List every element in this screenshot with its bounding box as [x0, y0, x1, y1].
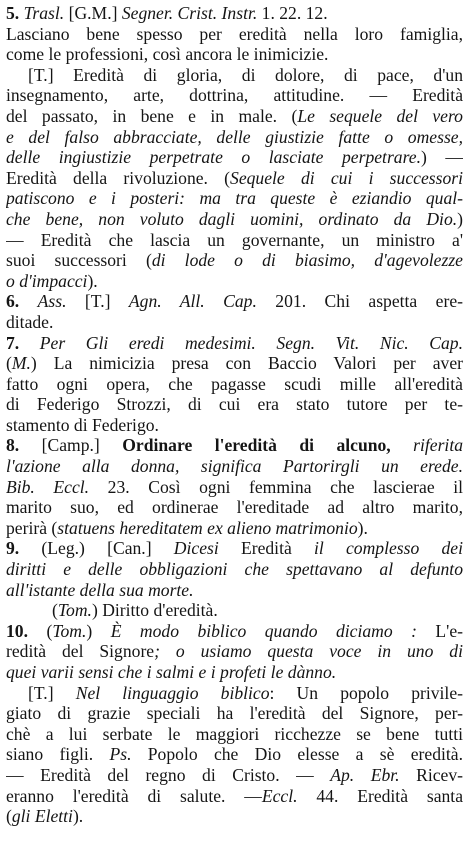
text-segment: ( [52, 600, 58, 621]
text-segment: di lode o di biasimo, d'agevolezze [151, 250, 463, 271]
text-segment: — Eredità che lascia un governante, un ministro a' [6, 229, 463, 250]
text-line [6, 683, 463, 704]
text-line [6, 477, 463, 498]
text-segment: [Camp.] [41, 435, 123, 456]
text-line [6, 621, 463, 642]
text-segment: che bene, non voluto dagli uomini, ordinato da Dio. [6, 208, 458, 229]
text-line [6, 518, 463, 539]
text-segment: (Leg.) [Can.] [41, 538, 174, 559]
text-line [6, 106, 463, 127]
text-line [6, 662, 463, 683]
text-segment: 5. [6, 3, 24, 23]
text-segment: chè a lui serbate le maggiori ricchezze se bene tutti [6, 723, 463, 744]
text-line [6, 374, 463, 395]
text-segment: 1. 22. 12. [257, 3, 328, 23]
text-segment: [T.] [28, 682, 76, 703]
text-segment: 6. [6, 291, 38, 312]
text-segment: e del falso abbracciate, delle giustizie fatte o omesse, [6, 126, 463, 147]
text-line [6, 65, 463, 86]
text-line [6, 188, 463, 209]
text-line [6, 786, 463, 807]
text-segment: Ricev- [399, 764, 463, 785]
text-line [6, 168, 463, 189]
text-line [6, 353, 463, 374]
text-segment: insegnamento, arte, dottrina, attitudine. — Eredità [6, 85, 463, 106]
text-segment: redità del Signore [6, 641, 155, 662]
text-line [6, 559, 463, 580]
text-line [6, 291, 463, 312]
text-segment: l'azione alla donna, significa Partorirgli un erede. [6, 456, 463, 477]
text-segment: ) La nimicizia presa con Baccio Valori per aver [30, 353, 463, 374]
text-segment: Eccl. [261, 785, 298, 806]
text-segment: Popolo che Dio elesse a sè eredità. [131, 744, 463, 765]
text-line [6, 250, 463, 271]
text-segment: o d'impacci [6, 270, 88, 291]
text-line [6, 230, 463, 251]
text-segment: [T.] [66, 291, 129, 312]
text-line [6, 271, 463, 292]
text-line [6, 580, 463, 601]
text-segment: fatto ogni opera, che pagasse scudi mille all'eredità [6, 373, 463, 394]
text-segment: 10. [6, 620, 47, 641]
text-segment: ) Diritto d'eredità. [91, 600, 218, 621]
text-line [6, 456, 463, 477]
text-segment: ( [46, 620, 53, 641]
text-segment: Tom. [52, 620, 87, 641]
text-segment: gli Eletti [11, 806, 73, 827]
text-line [6, 724, 463, 745]
text-segment: giato di grazie speciali ha l'eredità del Signore, per- [6, 703, 463, 724]
text-segment: ( [6, 353, 12, 374]
text-line [6, 806, 463, 827]
text-segment: Ps. [109, 744, 132, 765]
text-segment: Ap. Ebr. [330, 764, 400, 785]
text-segment: del passato, in bene e in male. ( [6, 105, 298, 126]
text-segment: ) [86, 620, 111, 641]
text-line [6, 538, 463, 559]
text-line [6, 85, 463, 106]
text-segment: Eredità della rivoluzione. ( [6, 167, 231, 188]
text-segment: Le sequele del vero [297, 105, 463, 126]
text-segment: Eredità [218, 538, 314, 559]
text-segment: ditade. [6, 311, 54, 332]
text-segment: Nel linguaggio biblico [75, 682, 270, 703]
text-segment: Per Gli eredi medesimi. Segn. Vit. Nic. Cap. [39, 332, 463, 353]
text-segment: [T.] Eredità di gloria, di dolore, di pace, d'un [28, 64, 463, 85]
text-line [6, 641, 463, 662]
text-line [6, 312, 463, 333]
text-segment: il complesso dei [314, 538, 463, 559]
text-segment: quei varii sensi che i salmi e i profeti le dànno. [6, 662, 337, 682]
text-segment: statuens hereditatem ex alieno matrimonio [57, 517, 358, 538]
text-segment: È modo biblico quando diciamo : [110, 620, 417, 641]
text-line [6, 415, 463, 436]
text-segment: Sequele di cui i successori [230, 167, 463, 188]
text-segment: delle ingiustizie perpetrate o lasciate perpetrare. [6, 147, 421, 168]
text-segment: — Eredità del regno di Cristo. — [6, 764, 331, 785]
text-segment: 8. [6, 435, 42, 456]
text-segment: perirà ( [6, 517, 58, 538]
text-segment: 44. Eredità santa [297, 785, 463, 806]
text-segment: diritti e delle obbligazioni che spettavano al defunto [6, 559, 463, 580]
text-segment: ). [87, 270, 98, 291]
text-segment: di Federigo Strozzi, di cui era stato tutore per te- [6, 394, 463, 415]
text-line [6, 127, 463, 148]
text-segment: ; o usiamo questa voce in uno di [154, 641, 463, 662]
text-segment: 9. [6, 538, 42, 559]
text-line [6, 209, 463, 230]
text-line [6, 44, 463, 65]
text-segment: all'istante della sua morte. [6, 579, 194, 600]
text-segment: : Un popolo privile- [269, 682, 463, 703]
text-segment: M. [11, 353, 31, 374]
text-segment: Trasl. [23, 3, 65, 23]
text-segment: Segner. Crist. Instr. [121, 3, 258, 23]
text-segment: suoi successori ( [6, 250, 152, 271]
text-segment: 23. Così ogni femmina che lascierae il [89, 476, 463, 497]
text-segment [391, 435, 413, 455]
dictionary-entry-text [6, 3, 463, 827]
text-line [6, 744, 463, 765]
text-segment: siano figli. [6, 744, 110, 765]
text-line [6, 394, 463, 415]
text-segment: ). [72, 806, 84, 827]
text-segment: Agn. All. Cap. [128, 291, 257, 312]
text-segment: ). [357, 517, 368, 538]
text-segment: Bib. Eccl. [6, 476, 90, 497]
text-line [6, 600, 463, 621]
text-segment: ( [6, 806, 12, 827]
text-segment: marito suo, ed ordinerae l'ereditade ad altro marito, [6, 497, 463, 518]
text-segment: 201. Chi aspetta ere- [256, 291, 463, 312]
text-line [6, 435, 463, 456]
text-line [6, 497, 463, 518]
text-segment: ) — [421, 147, 463, 168]
text-segment: [G.M.] [64, 3, 122, 23]
text-segment: patiscono e i posteri: ma tra queste è eziandio qual- [6, 188, 463, 209]
text-segment: stamento di Federigo. [6, 414, 159, 435]
text-segment: 7. [6, 332, 40, 353]
text-segment: Tom. [57, 600, 92, 621]
text-segment: L'e- [416, 620, 463, 641]
text-segment: Ordinare l'eredità di alcuno, [122, 435, 391, 456]
text-segment: Dicesi [173, 538, 219, 559]
text-segment: eranno l'eredità di salute. — [6, 785, 262, 806]
text-segment: Ass. [37, 291, 67, 312]
text-line [6, 3, 463, 24]
text-line [6, 147, 463, 168]
text-line [6, 333, 463, 354]
text-segment: riferita [413, 435, 463, 456]
text-segment: ) [457, 208, 463, 229]
text-segment: Lasciano bene spesso per eredità nella loro famiglia, [6, 23, 463, 44]
text-line [6, 765, 463, 786]
text-line [6, 24, 463, 45]
text-segment: come le professioni, così ancora le inimicizie. [6, 44, 329, 65]
text-line [6, 703, 463, 724]
